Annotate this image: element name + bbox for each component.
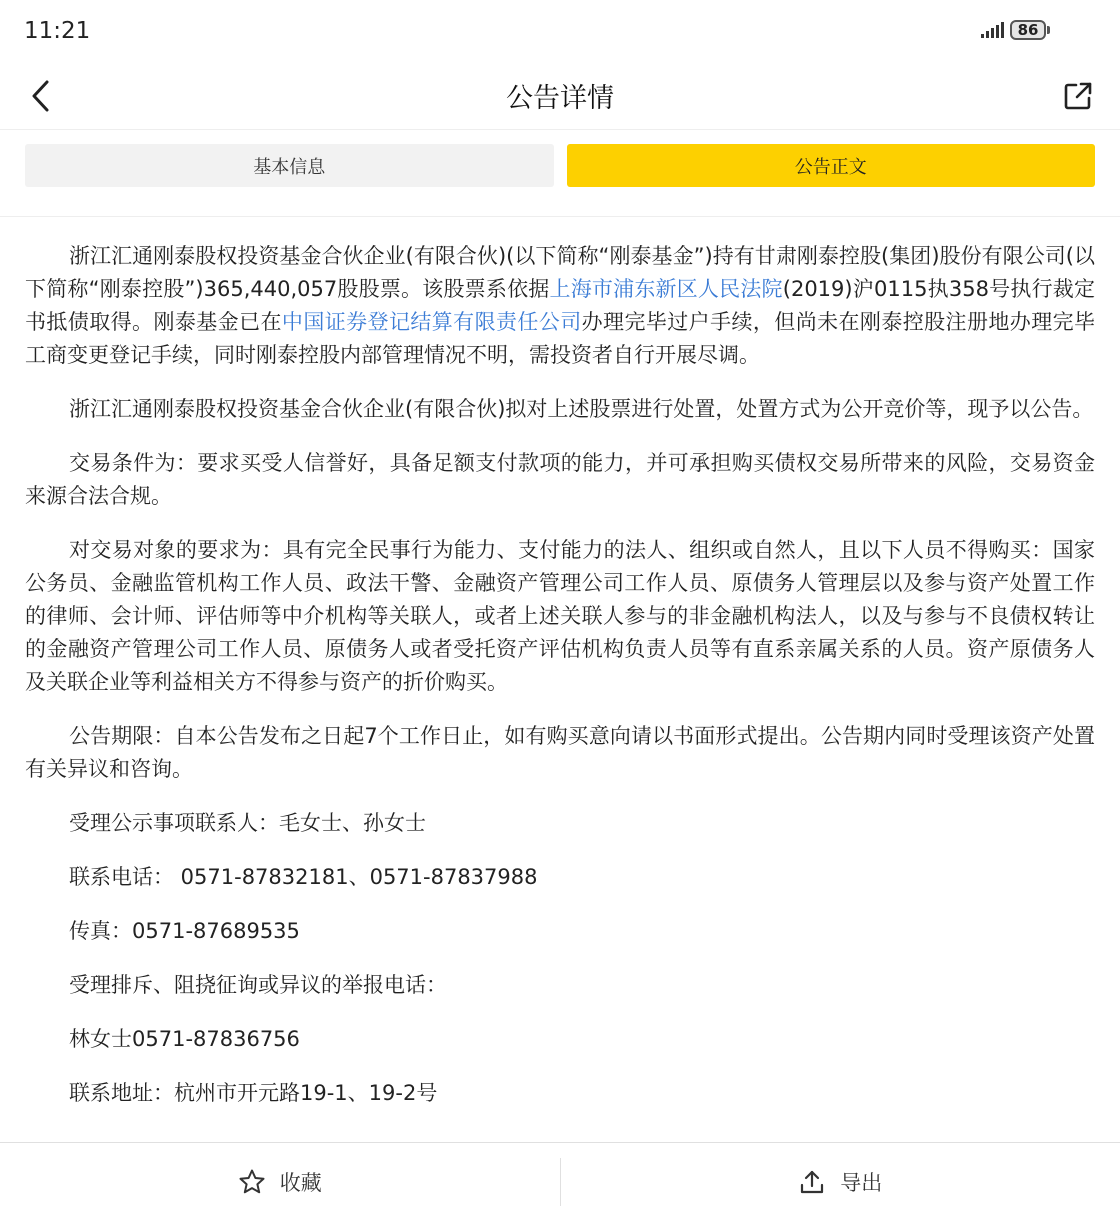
tab-announcement-text[interactable]: 公告正文 bbox=[567, 144, 1096, 187]
bottom-action-bar bbox=[0, 1142, 1120, 1220]
tab-bar bbox=[25, 144, 1095, 187]
star-icon bbox=[238, 1168, 266, 1196]
battery-icon bbox=[1010, 20, 1050, 40]
contact-person: 受理公示事项联系人：毛女士、孙女士 bbox=[69, 811, 426, 835]
page-title: 公告详情 bbox=[506, 83, 614, 114]
report-phone-person: 林女士0571-87836756 bbox=[69, 1027, 300, 1051]
battery-level: 86 bbox=[1010, 20, 1046, 40]
share-button[interactable] bbox=[1060, 78, 1096, 114]
paragraph-3: 交易条件为：要求买受人信誉好，具备足额支付款项的能力，并可承担购买债权交易所带来的风险，交易资金来源合法合规。 bbox=[25, 451, 1095, 508]
status-icons bbox=[981, 20, 1050, 40]
share-external-icon bbox=[1063, 81, 1093, 111]
export-button[interactable] bbox=[561, 1143, 1120, 1220]
contact-phone: 联系电话： 0571-87832181、0571-87837988 bbox=[69, 865, 538, 889]
fax: 传真：0571-87689535 bbox=[69, 919, 300, 943]
upload-icon bbox=[798, 1168, 826, 1196]
contact-address: 联系地址：杭州市开元路19-1、19-2号 bbox=[69, 1081, 438, 1105]
announcement-content[interactable] bbox=[25, 240, 1095, 1142]
favorite-button[interactable] bbox=[0, 1143, 560, 1220]
paragraph-5: 公告期限：自本公告发布之日起7个工作日止，如有购买意向请以书面形式提出。公告期内同时受理该资产处置有关异议和咨询。 bbox=[25, 724, 1095, 781]
paragraph-2: 浙江汇通刚泰股权投资基金合伙企业(有限合伙)拟对上述股票进行处置，处置方式为公开竞价等，现予以公告。 bbox=[69, 397, 1094, 421]
paragraph-1: 浙江汇通刚泰股权投资基金合伙企业(有限合伙)(以下简称“刚泰基金”)持有甘肃刚泰控股(集团)股份有限公司(以下简称“刚泰控股”)365,440,057股股票。该股票系依据上海市浦东新区人民法院(2019)沪0115执358号执行裁定书抵债取得。刚泰基金已在中国证券登记结算有限责任公司办理完毕过户手续，但尚未在刚泰控股注册地办理完毕工商变更登记手续，同时刚泰控股内部管理情况不明，需投资者自行开展尽调。 bbox=[25, 244, 1095, 367]
status-time: 11:21 bbox=[24, 18, 91, 44]
status-bar bbox=[0, 0, 1120, 62]
court-link[interactable]: 上海市浦东新区人民法院 bbox=[549, 277, 783, 301]
signal-icon bbox=[981, 22, 1004, 38]
divider bbox=[0, 216, 1120, 217]
header bbox=[0, 62, 1120, 130]
report-phone-label: 受理排斥、阻挠征询或异议的举报电话： bbox=[69, 973, 447, 997]
tab-basic-info[interactable]: 基本信息 bbox=[25, 144, 554, 187]
favorite-label: 收藏 bbox=[279, 1170, 322, 1195]
clearing-company-link[interactable]: 中国证券登记结算有限责任公司 bbox=[281, 310, 582, 334]
export-label: 导出 bbox=[840, 1170, 883, 1195]
paragraph-4: 对交易对象的要求为：具有完全民事行为能力、支付能力的法人、组织或自然人，且以下人员不得购买：国家公务员、金融监管机构工作人员、政法干警、金融资产管理公司工作人员、原债务人管理层以及参与资产处置工作的律师、会计师、评估师等中介机构等关联人，或者上述关联人参与的非金融机构法人，以及与参与不良债权转让的金融资产管理公司工作人员、原债务人或者受托资产评估机构负责人员等有直系亲属关系的人员。资产原债务人及关联企业等利益相关方不得参与资产的折价购买。 bbox=[25, 538, 1095, 694]
